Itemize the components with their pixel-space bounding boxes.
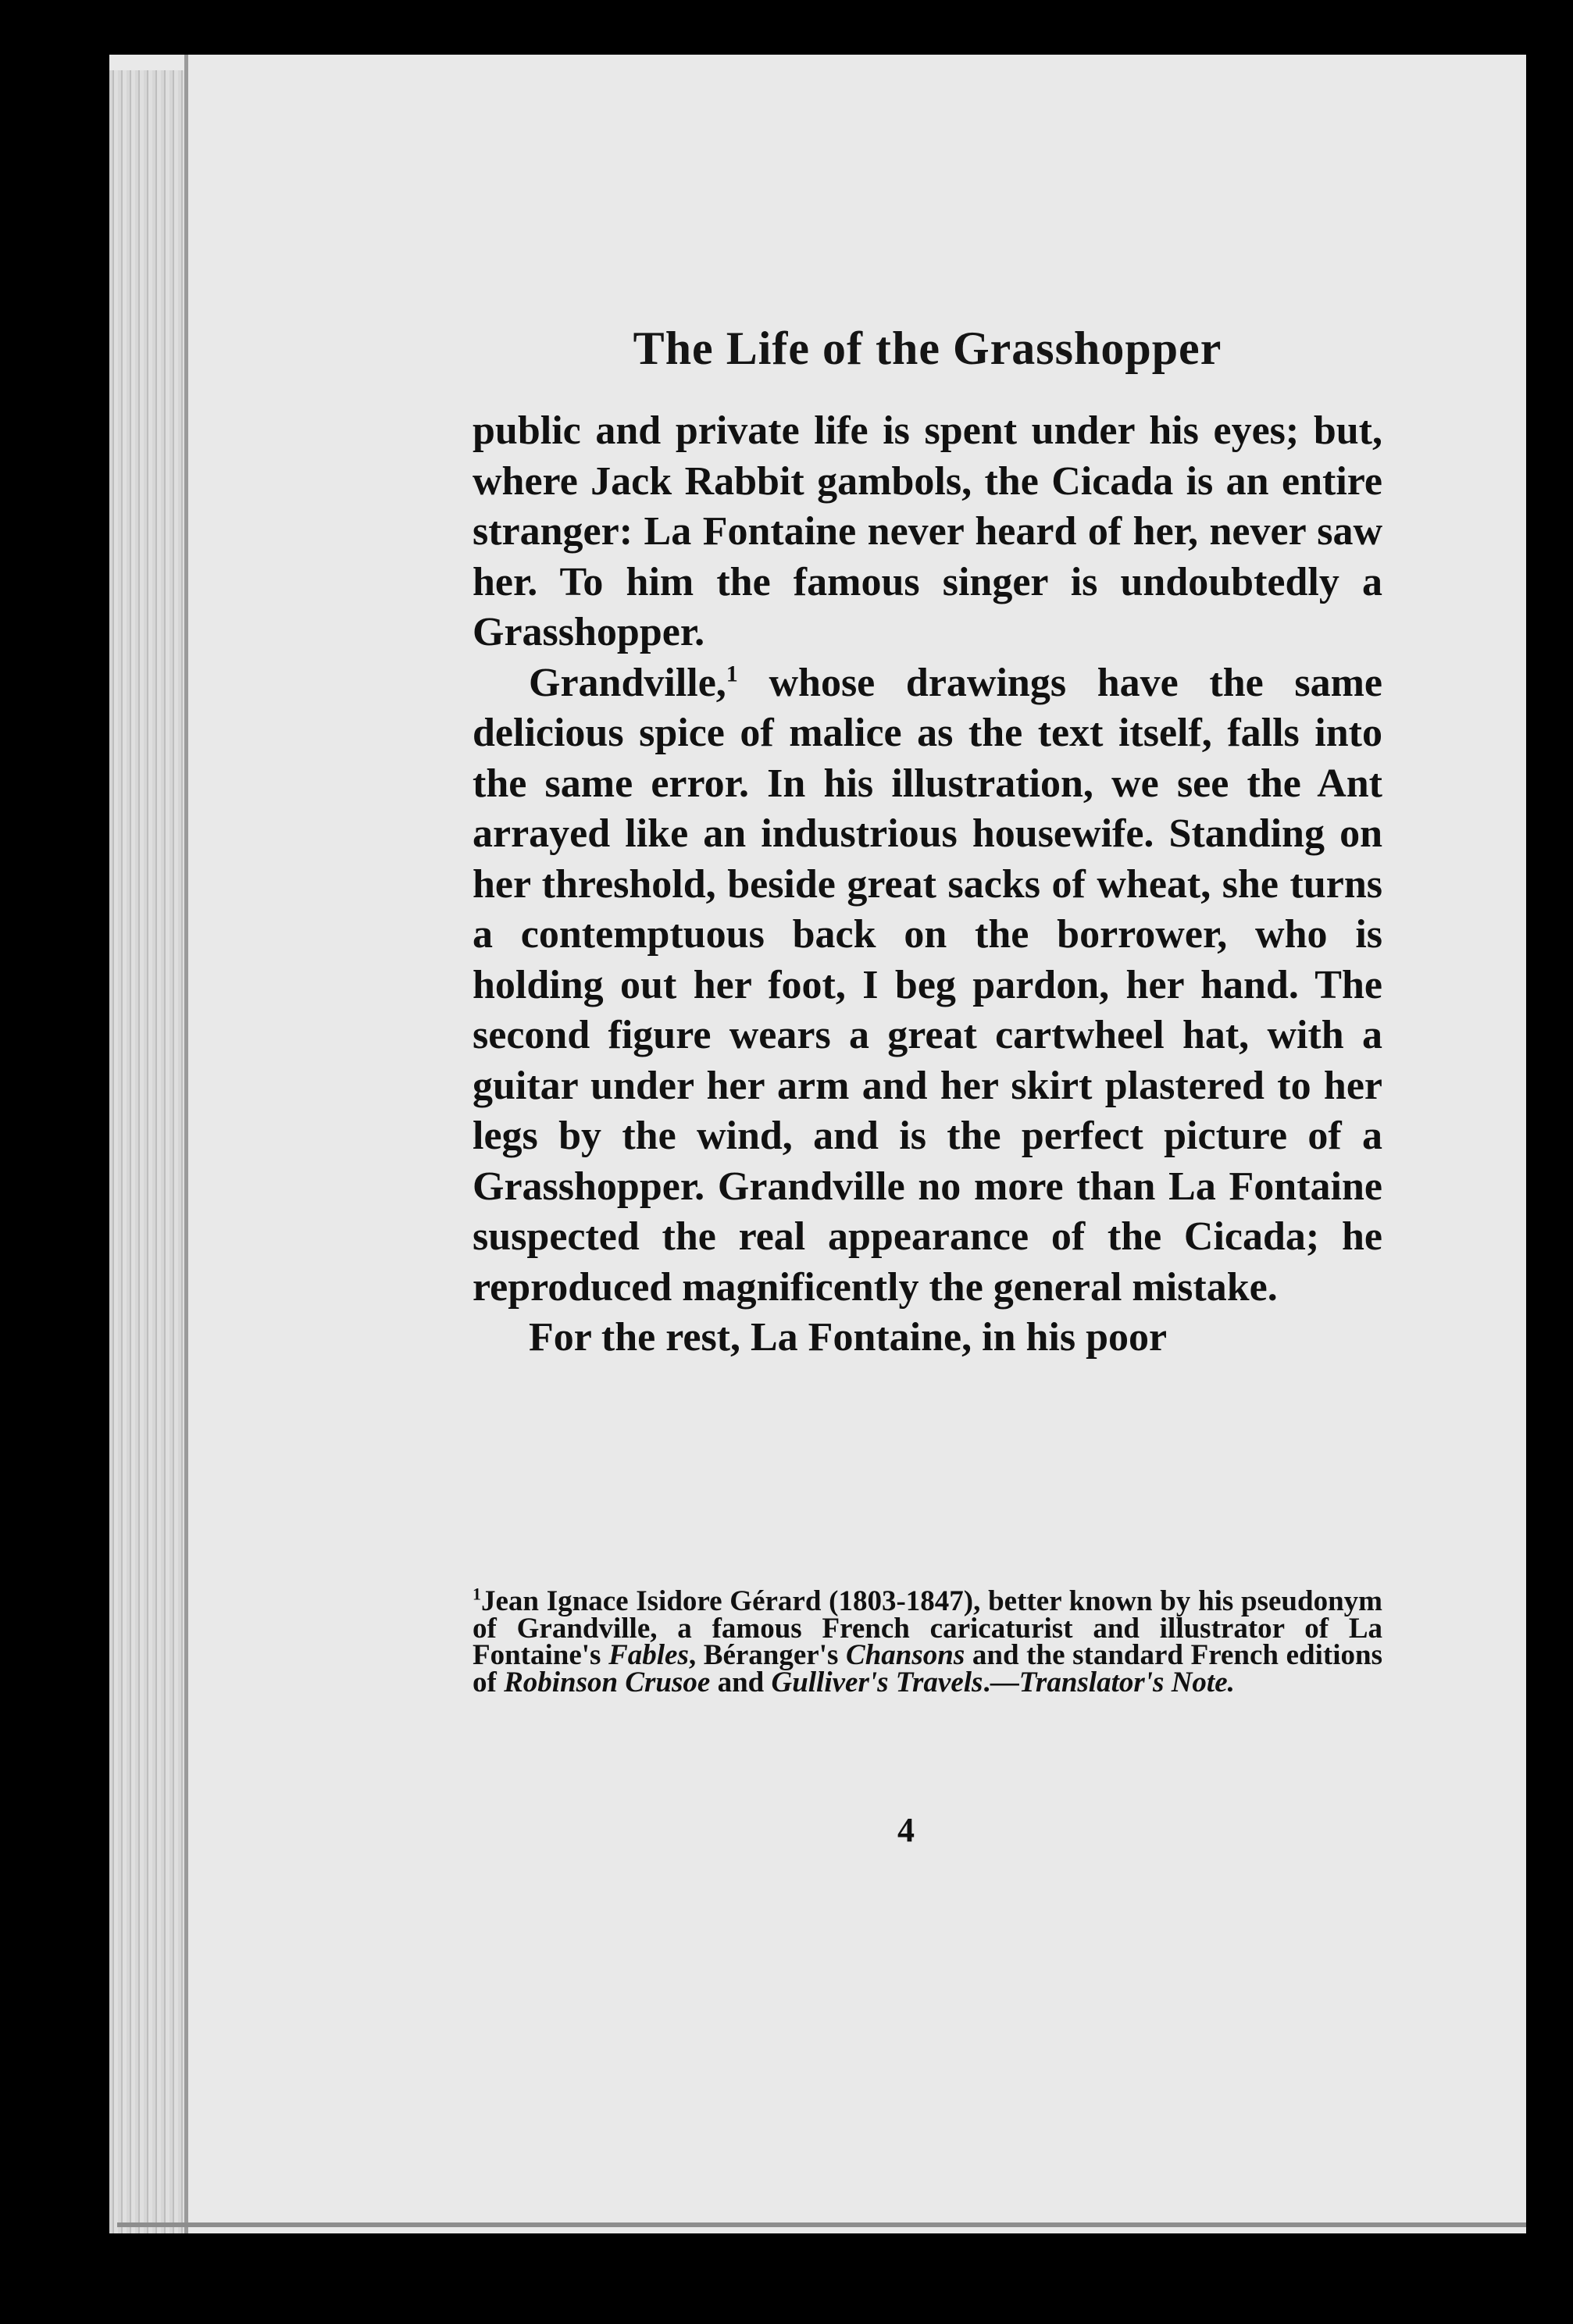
paragraph-1: public and private life is spent under his eyes; but, where Jack Rabbit gambols, the Cicada is an entire stranger: La Fontaine never heard of her, never saw her. To him the famous singer is undoubtedly a Grasshopper. bbox=[473, 408, 1382, 654]
footnote-title-gulliver: Gulliver's Travels bbox=[771, 1666, 983, 1698]
footnote-text-2: , Béranger's bbox=[688, 1639, 847, 1671]
page-gutter-line bbox=[184, 55, 188, 2233]
footnote-text-1: Jean Ignace Isidore Gérard (1803-1847), better known by his pseudonym of Grandville, a famous French caricaturist and illustrator of La Fontaine's bbox=[473, 1585, 1382, 1671]
footnote-reference: 1 bbox=[726, 661, 738, 687]
page-bottom-line bbox=[117, 2222, 1526, 2227]
page-number: 4 bbox=[897, 1811, 915, 1849]
paragraph-2-lead: Grandville, bbox=[529, 660, 726, 705]
footnote-title-chansons: Chansons bbox=[846, 1639, 965, 1671]
page-stack-edge bbox=[109, 70, 187, 2233]
body-text bbox=[473, 406, 1382, 1363]
paragraph-2 bbox=[473, 658, 1382, 1313]
scan-background-right bbox=[1526, 0, 1573, 2324]
footnote-text-3: and the standard French editions of bbox=[473, 1639, 1382, 1698]
paragraph-3: For the rest, La Fontaine, in his poor bbox=[529, 1315, 1168, 1360]
scan-background-top bbox=[0, 0, 1573, 55]
footnote-marker: 1 bbox=[473, 1584, 481, 1604]
running-head: The Life of the Grasshopper bbox=[633, 323, 1222, 374]
paragraph-2-text: whose drawings have the same delicious spice of malice as the text itself, falls into the same error. In his illustration, we see the Ant arrayed like an industrious housewife. Standing on her threshold, beside great sacks of wheat, she turns a contemptuous back on the borrower, who is holding out her foot, I beg pardon, her hand. The second figure wears a great cartwheel hat, with a guitar under her arm and her skirt plastered to her legs by the wind, and is the perfect picture of a Grasshopper. Grandville no more than La Fontaine suspected the real appearance of the Cicada; he reproduced magnificently the general mistake. bbox=[473, 660, 1383, 1310]
footnote bbox=[473, 1584, 1382, 1698]
footnote-text-5: .— bbox=[983, 1666, 1019, 1698]
footnote-translator-note: Translator's Note. bbox=[1018, 1666, 1235, 1698]
footnote-title-fables: Fables bbox=[608, 1639, 689, 1671]
footnote-title-robinson: Robinson Crusoe bbox=[504, 1666, 711, 1698]
footnote-text-4: and bbox=[710, 1666, 772, 1698]
